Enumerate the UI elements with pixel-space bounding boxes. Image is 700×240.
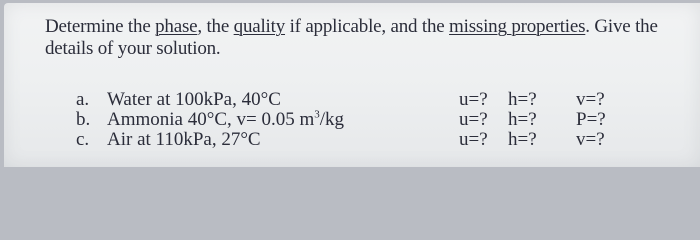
prompt-quality: quality <box>233 16 286 37</box>
unknown-h: h=? <box>508 109 537 130</box>
problem-item-b <box>76 109 696 130</box>
item-description-superscript: 3 <box>314 108 320 121</box>
item-description-unit: /kg <box>319 109 345 130</box>
item-description <box>107 109 344 130</box>
unknown-u: u=? <box>459 89 488 110</box>
prompt-text-4: . Give the details of your solution. <box>45 16 658 59</box>
unknown-h: h=? <box>508 89 537 110</box>
item-description: Water at 100kPa, 40°C <box>107 89 281 110</box>
problem-item-a <box>76 89 696 110</box>
item-description-main: Ammonia 40°C, v= 0.05 m <box>107 109 315 130</box>
prompt-missing-properties: missing properties <box>449 16 586 37</box>
item-letter: c. <box>76 129 90 150</box>
unknown-v: v=? <box>576 89 605 110</box>
item-letter: a. <box>76 89 90 110</box>
item-letter: b. <box>76 109 91 130</box>
problem-item-c <box>76 129 696 150</box>
prompt-phase: phase <box>155 16 198 37</box>
prompt-text-3: if applicable, and the <box>285 16 450 37</box>
prompt-text-1: Determine the <box>45 16 156 37</box>
problem-statement <box>45 16 695 60</box>
unknown-p: P=? <box>576 109 606 130</box>
unknown-u: u=? <box>459 109 488 130</box>
unknown-v: v=? <box>576 129 605 150</box>
item-description: Air at 110kPa, 27°C <box>107 129 261 150</box>
prompt-text-2: , the <box>197 16 234 37</box>
problem-sheet <box>4 3 700 167</box>
unknown-h: h=? <box>508 129 537 150</box>
unknown-u: u=? <box>459 129 488 150</box>
